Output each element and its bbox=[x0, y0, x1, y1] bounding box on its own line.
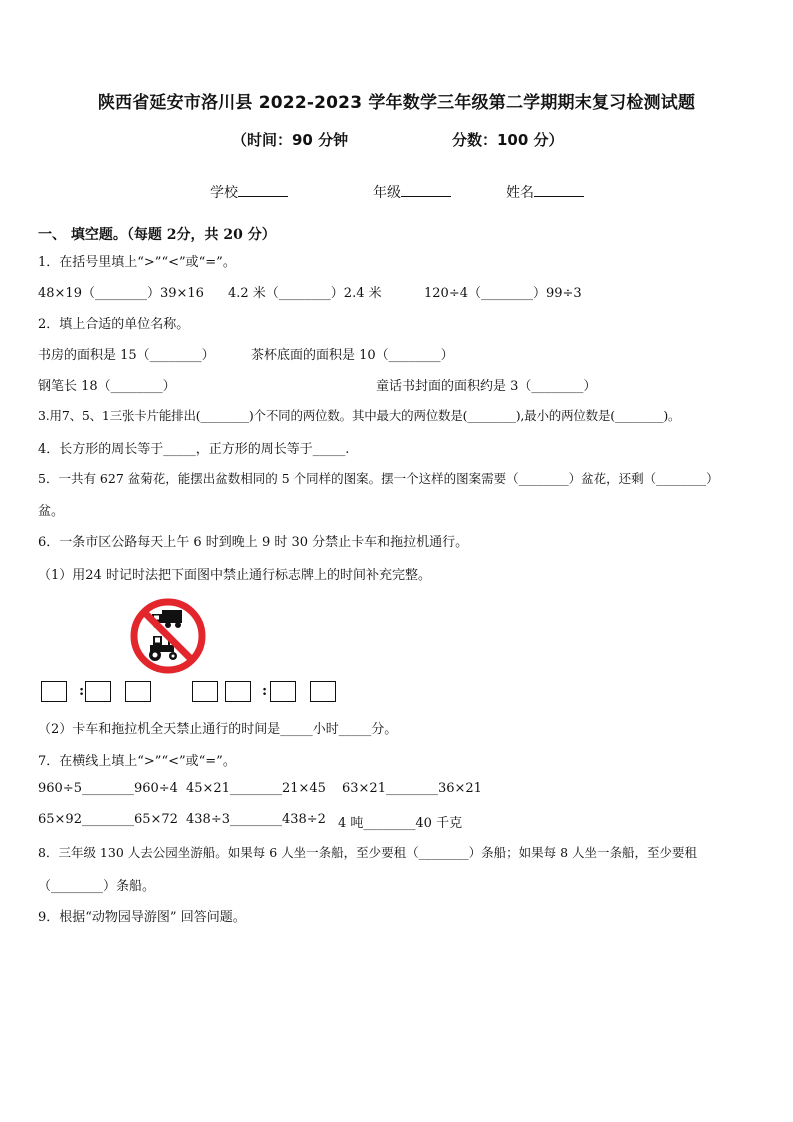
q9-text: 9．根据“动物园导游图” 回答问题。 bbox=[38, 910, 246, 925]
name-blank[interactable] bbox=[534, 182, 584, 197]
name-field bbox=[506, 182, 584, 202]
q1-b: 4.2 米（________）2.4 米 bbox=[228, 286, 382, 301]
q7-stem: 7．在横线上填上“>”“<”或“=”。 bbox=[38, 754, 236, 769]
q2-d: 童话书封面的面积约是 3（________） bbox=[376, 379, 597, 394]
q6-sub1: （1）用24 时记时法把下面图中禁止通行标志牌上的时间补充完整。 bbox=[38, 568, 431, 583]
no-truck-tractor-sign bbox=[128, 596, 208, 676]
q1-stem: 1．在括号里填上“>”“<”或“=”。 bbox=[38, 255, 236, 270]
q3-text: 3.用7、5、1三张卡片能排出(________)个不同的两位数。其中最大的两位数是(________),最小的两位数是(________)。 bbox=[38, 408, 681, 423]
grade-field bbox=[373, 182, 451, 202]
q6-stem: 6．一条市区公路每天上午 6 时到晚上 9 时 30 分禁止卡车和拖拉机通行。 bbox=[38, 535, 469, 550]
q2-b: 茶杯底面的面积是 10（________） bbox=[251, 348, 454, 363]
q7-r2a: 65×92________65×72 bbox=[38, 812, 178, 827]
school-field bbox=[210, 182, 288, 202]
time-colon-start: : bbox=[79, 683, 85, 699]
q7-r2c: 4 吨________40 千克 bbox=[338, 816, 463, 831]
q6-sub2: （2）卡车和拖拉机全天禁止通行的时间是_____小时_____分。 bbox=[38, 722, 398, 737]
grade-blank[interactable] bbox=[401, 182, 451, 197]
q1-c: 120÷4（________）99÷3 bbox=[424, 286, 582, 301]
time-box-start-hour-tens[interactable] bbox=[41, 681, 67, 702]
q5-line1: 5．一共有 627 盆菊花，能摆出盆数相同的 5 个同样的图案。摆一个这样的图案需要（________）盆花，还剩（________） bbox=[38, 471, 719, 486]
q2-c: 钢笔长 18（________） bbox=[38, 379, 176, 394]
q7-r1b: 45×21________21×45 bbox=[186, 781, 326, 796]
time-box-end-hour-ones[interactable] bbox=[225, 681, 251, 702]
q5-line2: 盆。 bbox=[38, 504, 65, 519]
time-box-end-minute-ones[interactable] bbox=[310, 681, 336, 702]
time-box-end-minute-tens[interactable] bbox=[270, 681, 296, 702]
time-box-start-minute-ones[interactable] bbox=[125, 681, 151, 702]
school-label: 学校 bbox=[210, 185, 238, 201]
q7-r1c: 63×21________36×21 bbox=[342, 781, 482, 796]
q4-text: 4．长方形的周长等于_____，正方形的周长等于_____. bbox=[38, 442, 350, 457]
q7-r1a: 960÷5________960÷4 bbox=[38, 781, 178, 796]
q2-stem: 2．填上合适的单位名称。 bbox=[38, 317, 190, 332]
page-title: 陕西省延安市洛川县 2022-2023 学年数学三年级第二学期期末复习检测试题 bbox=[97, 93, 696, 113]
grade-label: 年级 bbox=[373, 185, 401, 201]
school-blank[interactable] bbox=[238, 182, 288, 197]
time-box-end-hour-tens[interactable] bbox=[192, 681, 218, 702]
time-colon-end: : bbox=[262, 683, 268, 699]
exam-score: 分数：100 分） bbox=[452, 131, 564, 149]
q7-r2b: 438÷3________438÷2 bbox=[186, 812, 326, 827]
section-heading: 一、 填空题。（每题 2分，共 20 分） bbox=[38, 227, 276, 243]
name-label: 姓名 bbox=[506, 185, 534, 201]
time-box-start-minute-tens[interactable] bbox=[85, 681, 111, 702]
q2-a: 书房的面积是 15（________） bbox=[38, 348, 215, 363]
exam-time: （时间：90 分钟 bbox=[232, 131, 349, 149]
q8-line2: （________）条船。 bbox=[38, 879, 156, 894]
q1-a: 48×19（________）39×16 bbox=[38, 286, 204, 301]
q8-line1: 8．三年级 130 人去公园坐游船。如果每 6 人坐一条船，至少要租（________）条船；如果每 8 人坐一条船，至少要租 bbox=[38, 845, 698, 860]
